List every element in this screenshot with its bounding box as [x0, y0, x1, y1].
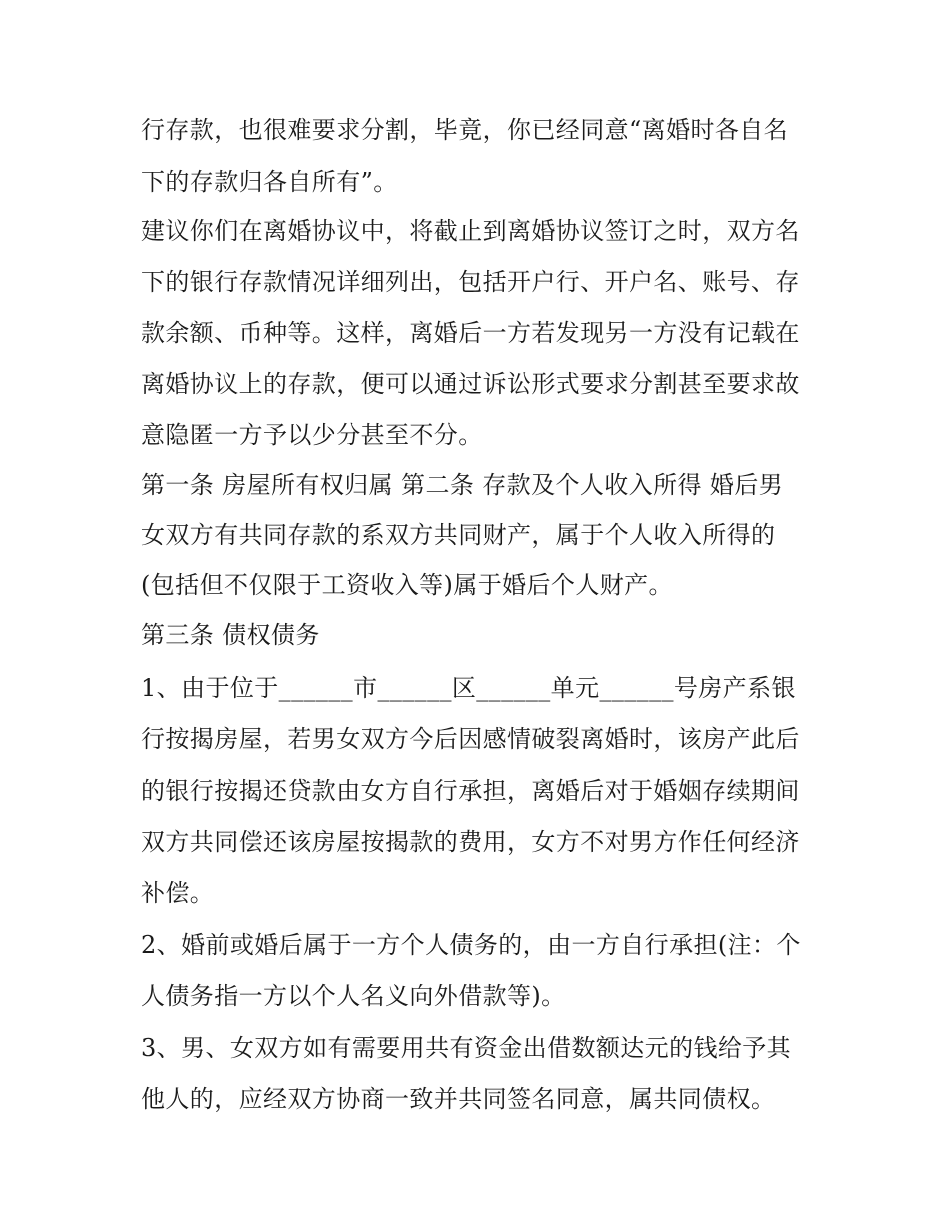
paragraph-line: 补偿。	[141, 879, 215, 907]
paragraph-line: 意隐匿一方予以少分甚至不分。	[141, 421, 483, 449]
paragraph-line: (包括但不仅限于工资收入等)属于婚后个人财产。	[141, 571, 673, 599]
paragraph-line: 双方共同偿还该房屋按揭款的费用，女方不对男方作任何经济	[141, 828, 800, 856]
clause-line: 2、婚前或婚后属于一方个人债务的，由一方自行承担(注：个	[141, 931, 801, 959]
paragraph-line: 建议你们在离婚协议中，将截止到离婚协议签订之时，双方名	[141, 217, 800, 245]
paragraph-line: 人债务指一方以个人名义向外借款等)。	[141, 982, 566, 1010]
paragraph-line: 他人的，应经双方协商一致并共同签名同意，属共同债权。	[141, 1085, 776, 1113]
paragraph-line: 款余额、币种等。这样，离婚后一方若发现另一方没有记载在	[141, 319, 800, 347]
clause-line: 1、由于位于______市______区______单元______号房产系银	[141, 674, 796, 702]
paragraph-line: 下的银行存款情况详细列出，包括开户行、开户名、账号、存	[141, 268, 800, 296]
paragraph-line: 下的存款归各自所有”。	[141, 168, 398, 196]
paragraph-line: 行按揭房屋，若男女双方今后因感情破裂离婚时，该房产此后	[141, 725, 800, 753]
article-heading-line: 第一条 房屋所有权归属 第二条 存款及个人收入所得 婚后男	[141, 471, 784, 499]
paragraph-line: 离婚协议上的存款，便可以通过诉讼形式要求分割甚至要求故	[141, 370, 800, 398]
paragraph-line: 女双方有共同存款的系双方共同财产，属于个人收入所得的	[141, 521, 776, 549]
clause-line: 3、男、女双方如有需要用共有资金出借数额达元的钱给予其	[141, 1034, 792, 1062]
paragraph-line: 的银行按揭还贷款由女方自行承担，离婚后对于婚姻存续期间	[141, 777, 800, 805]
paragraph-line: 行存款，也很难要求分割，毕竟，你已经同意“离婚时各自名	[141, 116, 789, 144]
article-heading: 第三条 债权债务	[141, 621, 320, 649]
